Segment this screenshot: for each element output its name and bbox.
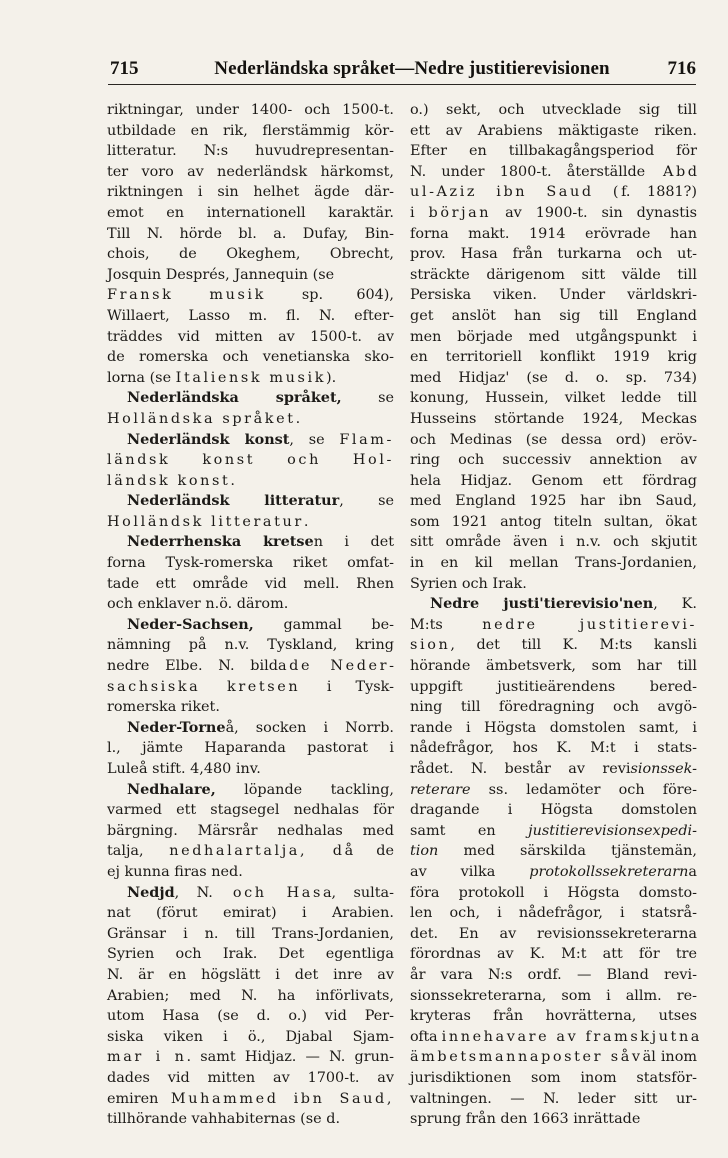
right-text-line: en territoriell konflikt 1919 krig (410, 349, 697, 366)
left-text-line: träddes vid mitten av 1500-t. av (107, 328, 394, 345)
left-text-line: utbildade en rik, flerstämmig kör- (107, 122, 394, 139)
left-text-line: Fransk musik sp. 604), (107, 287, 394, 304)
page-number-left: 715 (110, 58, 139, 79)
left-text-line: dades vid mitten av 1700-t. av (107, 1069, 394, 1086)
right-text-line: ett av Arabiens mäktigaste riken. (410, 122, 697, 139)
right-text-line: förordnas av K. M:t att för tre (410, 946, 697, 963)
left-text-line: Nedjd, N. och Hasa, sulta- (127, 883, 394, 901)
left-text-line: nat (förut emirat) i Arabien. (107, 905, 394, 922)
left-text-line: nedre Elbe. N. bildade Neder- (107, 658, 395, 675)
right-text-line: hela Hidjaz. Genom ett fördrag (410, 472, 697, 489)
right-text-line: Efter en tillbakagångsperiod för (410, 143, 697, 160)
right-text-line: kryteras från hovrätterna, utses (410, 1008, 697, 1025)
right-text-line: föra protokoll i Högsta domsto- (410, 884, 697, 901)
left-text-line: bärgning. Märsrår nedhalas med (107, 822, 394, 839)
right-text-line: ning till föredragning och avgö- (410, 699, 697, 716)
page-number-right: 716 (667, 58, 696, 79)
left-text-line: chois, de Okeghem, Obrecht, (107, 246, 394, 263)
right-text-line: prov. Hasa från turkarna och ut- (410, 246, 697, 263)
right-text-line: av vilka protokollssekreterarna (410, 863, 697, 880)
right-text-line: med Hidjaz' (se d. o. sp. 734) (410, 369, 697, 386)
right-text-line: sitt område även i n.v. och skjutit (410, 534, 697, 551)
left-text-line: Nederländska språket, se (127, 389, 394, 407)
right-text-line: rådet. N. består av revisionssek- (410, 761, 697, 777)
left-text-line: riktningen i sin helhet ägde där- (107, 184, 394, 201)
right-text-line: forna makt. 1914 erövrade han (410, 225, 697, 242)
left-text-line: varmed ett stagsegel nedhalas för (107, 802, 394, 819)
left-text-line: ländsk konst och Hol- (107, 452, 394, 469)
right-text-line: ring och successiv annektion av (410, 452, 697, 469)
right-column (410, 100, 702, 1130)
left-text-line: nämning på n.v. Tyskland, kring (107, 637, 394, 654)
right-text-line: sionssekreterarna, som i allm. re- (410, 987, 697, 1004)
left-text-line: ländsk konst. (107, 472, 235, 489)
right-text-line: len och, i nådefrågor, i statsrå- (410, 905, 697, 922)
right-text-line: get anslöt han sig till England (410, 307, 697, 324)
left-text-line: lorna (se Italiensk musik). (107, 369, 337, 386)
right-text-line: det. En av revisionssekreterarna (410, 925, 697, 942)
right-text-line: in en kil mellan Trans-Jordanien, (410, 555, 697, 572)
right-text-line: samt en justitierevisionsexpedi- (410, 822, 697, 839)
right-text-line: sion, det till K. M:ts kansli (410, 637, 697, 654)
left-text-line: Nederrhenska kretsen i det (127, 533, 394, 551)
left-text-line: N. är en högslätt i det inre av (107, 966, 394, 983)
right-text-line: sträckte därigenom sitt välde till (410, 266, 697, 283)
left-text-line: Gränsar i n. till Trans-Jordanien, (107, 925, 394, 942)
running-title: Nederländska språket—Nedre justitierevisionen (214, 58, 610, 79)
left-text-line: tade ett område vid mell. Rhen (107, 575, 394, 592)
right-text-line: tion med särskilda tjänstemän, (410, 843, 697, 860)
right-text-line: ofta innehavare av framskjutna (410, 1028, 702, 1045)
left-text-line: Neder-Torneå, socken i Norrb. (127, 718, 394, 736)
right-text-line: men började med utgångspunkt i (410, 328, 697, 345)
right-text-line: rande i Högsta domstolen samt, i (410, 719, 697, 736)
header-rule (108, 84, 696, 85)
right-text-line: o.) sekt, och utvecklade sig till (410, 102, 697, 118)
left-text-line: de romerska och venetianska sko- (107, 349, 394, 366)
right-text-line: Nedre justi'tierevisio'nen, K. (430, 595, 697, 613)
right-text-line: valtningen. — N. leder sitt ur- (410, 1090, 697, 1107)
right-text-line: som 1921 antog titeln sultan, ökat (410, 513, 697, 530)
left-text-line: Nedhalare, löpande tackling, (127, 780, 394, 798)
right-text-line: Persiska viken. Under världskri- (410, 287, 697, 304)
left-text-line: forna Tysk-romerska riket omfat- (107, 555, 394, 572)
right-text-line: hörande ämbetsverk, som har till (410, 658, 697, 675)
right-text-line: uppgift justitieärendens bered- (410, 678, 697, 695)
left-text-line: siska viken i ö., Djabal Sjam- (107, 1028, 394, 1045)
right-text-line: Syrien och Irak. (410, 575, 527, 592)
left-text-line: emiren Muhammed ibn Saud, (107, 1090, 394, 1107)
left-text-line: ej kunna firas ned. (107, 863, 243, 880)
right-text-line: konung, Hussein, vilket ledde till (410, 390, 697, 407)
left-text-line: riktningar, under 1400- och 1500-t. (107, 102, 394, 118)
left-text-line: Nederländsk konst, se Flam- (127, 430, 394, 448)
left-text-line: talja, nedhalartalja, då de (107, 843, 394, 860)
right-text-line: Husseins störtande 1924, Meckas (410, 410, 697, 427)
right-text-line: sprung från den 1663 inrättade (410, 1111, 641, 1128)
left-text-line: utom Hasa (se d. o.) vid Per- (107, 1008, 394, 1025)
left-text-line: Josquin Després, Jannequin (se (107, 266, 335, 283)
right-text-line: i början av 1900-t. sin dynastis (410, 204, 697, 221)
right-text-line: N. under 1800-t. återställde Abd (410, 163, 697, 180)
left-text-line: ter voro av nederländsk härkomst, (107, 163, 394, 180)
left-text-line: Holländsk litteratur. (107, 513, 309, 530)
left-text-line: l., jämte Haparanda pastorat i (107, 740, 394, 757)
left-text-line: Till N. hörde bl. a. Dufay, Bin- (107, 225, 394, 242)
left-text-line: Holländska språket. (107, 410, 303, 427)
right-text-line: M:ts nedre justitierevi- (410, 616, 697, 633)
right-text-line: med England 1925 har ibn Saud, (410, 493, 697, 510)
right-text-line: jurisdiktionen som inom statsför- (410, 1069, 697, 1086)
left-text-line: sachsiska kretsen i Tysk- (107, 678, 395, 695)
left-text-line: Neder-Sachsen, gammal be- (127, 615, 394, 633)
right-text-line: reterare ss. ledamöter och före- (410, 781, 697, 798)
left-text-line: emot en internationell karaktär. (107, 204, 394, 221)
right-text-line: år vara N:s ordf. — Bland revi- (410, 966, 697, 983)
left-text-line: Luleå stift. 4,480 inv. (107, 761, 261, 777)
left-text-line: Syrien och Irak. Det egentliga (107, 946, 394, 963)
right-text-line: och Medinas (se dessa ord) eröv- (410, 431, 697, 448)
left-text-line: romerska riket. (107, 699, 220, 716)
left-text-line: litteratur. N:s huvudrepresentan- (107, 143, 394, 160)
left-text-line: Nederländsk litteratur, se (127, 492, 394, 510)
right-text-line: dragande i Högsta domstolen (410, 802, 697, 819)
right-text-line: ämbetsmannaposter såväl inom (410, 1049, 698, 1066)
right-text-line: ul-Aziz ibn Saud (f. 1881?) (410, 184, 698, 201)
left-column (107, 100, 394, 1130)
left-text-line: mar i n. samt Hidjaz. — N. grun- (107, 1049, 395, 1066)
left-text-line: Willaert, Lasso m. fl. N. efter- (107, 307, 394, 324)
left-text-line: och enklaver n.ö. därom. (107, 596, 289, 613)
left-text-line: tillhörande vahhabiternas (se d. (107, 1111, 341, 1128)
right-text-line: nådefrågor, hos K. M:t i stats- (410, 740, 697, 757)
left-text-line: Arabien; med N. ha införlivats, (107, 987, 394, 1004)
